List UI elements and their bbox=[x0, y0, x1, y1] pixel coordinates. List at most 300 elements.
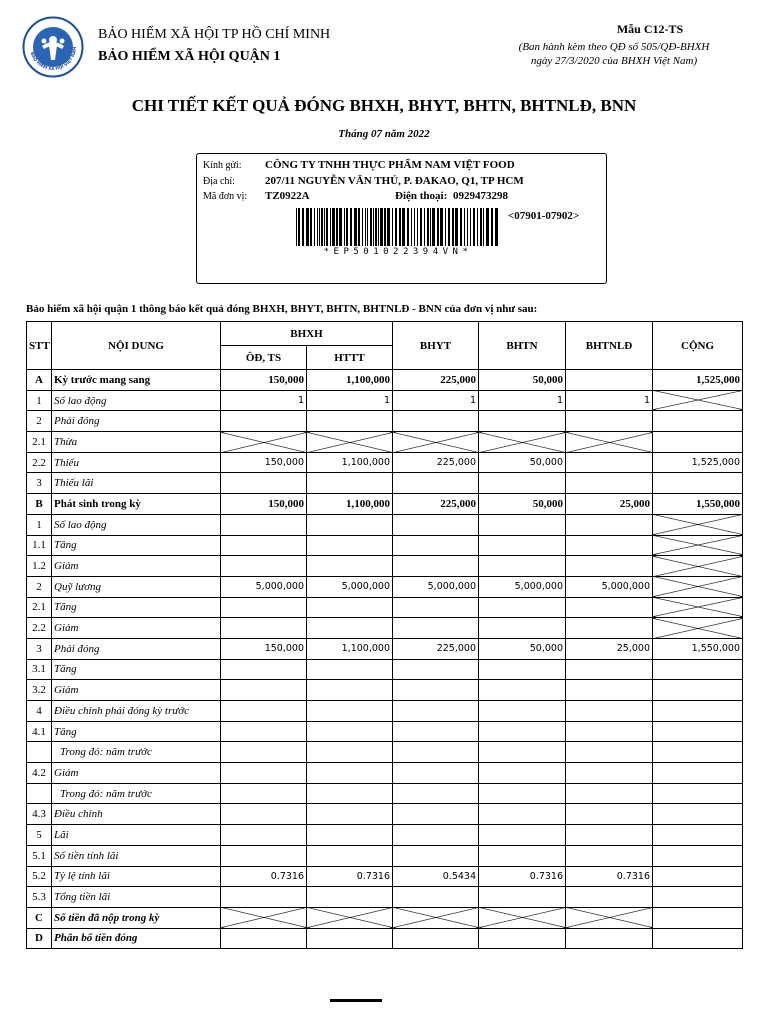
cell-od-ts bbox=[221, 618, 307, 639]
cell-bhtn bbox=[479, 535, 566, 556]
barcode-bar bbox=[336, 208, 338, 246]
cell-bhtn bbox=[479, 783, 566, 804]
cell-bhtnld: 1 bbox=[566, 390, 653, 411]
table-row bbox=[27, 928, 743, 949]
header-total: CỘNG bbox=[653, 322, 743, 370]
range-code: <07901-07902> bbox=[508, 210, 580, 222]
barcode-bar bbox=[365, 208, 366, 246]
cell-bhtnld bbox=[566, 597, 653, 618]
cell-httt bbox=[307, 701, 393, 722]
cell-httt bbox=[307, 411, 393, 432]
cell-bhtn bbox=[479, 411, 566, 432]
row-stt bbox=[27, 742, 52, 763]
cell-bhtn bbox=[479, 680, 566, 701]
cell-bhtn bbox=[479, 887, 566, 908]
row-label: Giảm bbox=[52, 556, 221, 577]
header-stt: STT bbox=[27, 322, 52, 370]
cell-od-ts bbox=[221, 928, 307, 949]
cell-od-ts bbox=[221, 659, 307, 680]
cell-bhtnld bbox=[566, 825, 653, 846]
cell-bhtnld: 25,000 bbox=[566, 638, 653, 659]
barcode-bar bbox=[375, 208, 377, 246]
row-stt bbox=[27, 783, 52, 804]
cell-bhyt bbox=[393, 701, 479, 722]
barcode-bar bbox=[373, 208, 374, 246]
header-bhtnld: BHTNLĐ bbox=[566, 322, 653, 370]
cell-bhyt bbox=[393, 783, 479, 804]
row-stt: 3 bbox=[27, 473, 52, 494]
cell-bhyt bbox=[393, 473, 479, 494]
form-note-line-1: (Ban hành kèm theo QĐ số 505/QĐ-BHXH bbox=[518, 41, 710, 53]
cell-total bbox=[653, 907, 743, 928]
table-row bbox=[27, 390, 743, 411]
cell-od-ts bbox=[221, 473, 307, 494]
cell-total bbox=[653, 473, 743, 494]
barcode-bar bbox=[354, 208, 357, 246]
cell-od-ts bbox=[221, 825, 307, 846]
row-label: Phân bổ tiền đóng bbox=[52, 928, 221, 949]
cell-bhyt bbox=[393, 597, 479, 618]
barcode-bar bbox=[437, 208, 439, 246]
org-line-2: BẢO HIỂM XÃ HỘI QUẬN 1 bbox=[98, 49, 281, 64]
cell-bhtn bbox=[479, 473, 566, 494]
cell-httt bbox=[307, 556, 393, 577]
barcode-bar bbox=[306, 208, 309, 246]
barcode-bar bbox=[452, 208, 454, 246]
cell-bhtnld bbox=[566, 763, 653, 784]
cell-od-ts: 150,000 bbox=[221, 638, 307, 659]
row-label: Điều chỉnh phải đóng kỳ trước bbox=[52, 701, 221, 722]
cell-bhtnld bbox=[566, 473, 653, 494]
row-label: Giảm bbox=[52, 763, 221, 784]
cell-bhtn: 50,000 bbox=[479, 638, 566, 659]
barcode-bars bbox=[296, 208, 498, 246]
table-row bbox=[27, 701, 743, 722]
barcode-bar bbox=[321, 208, 323, 246]
cell-od-ts bbox=[221, 556, 307, 577]
barcode-bar bbox=[477, 208, 478, 246]
cell-bhyt: 1 bbox=[393, 390, 479, 411]
row-label: Điều chỉnh bbox=[52, 804, 221, 825]
crossed-cell bbox=[479, 432, 566, 453]
row-stt: 1 bbox=[27, 390, 52, 411]
cell-bhtn bbox=[479, 928, 566, 949]
cell-bhtn: 0.7316 bbox=[479, 866, 566, 887]
cell-od-ts: 0.7316 bbox=[221, 866, 307, 887]
cell-httt bbox=[307, 618, 393, 639]
cell-bhyt: 225,000 bbox=[393, 452, 479, 473]
row-stt: D bbox=[27, 928, 52, 949]
barcode-bar bbox=[326, 208, 328, 246]
barcode-bar bbox=[430, 208, 431, 246]
row-stt: 4.2 bbox=[27, 763, 52, 784]
crossed-cell bbox=[393, 907, 479, 928]
barcode-bar bbox=[317, 208, 318, 246]
row-stt: 4 bbox=[27, 701, 52, 722]
row-label: Tăng bbox=[52, 597, 221, 618]
cell-total bbox=[653, 432, 743, 453]
row-label: Phải đóng bbox=[52, 411, 221, 432]
cell-bhtnld: 5,000,000 bbox=[566, 576, 653, 597]
cell-total bbox=[653, 825, 743, 846]
barcode-bar bbox=[344, 208, 345, 246]
cell-total bbox=[653, 845, 743, 866]
crossed-cell bbox=[653, 618, 743, 639]
cell-httt bbox=[307, 535, 393, 556]
cell-od-ts bbox=[221, 845, 307, 866]
cell-total bbox=[653, 783, 743, 804]
barcode-bar bbox=[332, 208, 335, 246]
cell-httt bbox=[307, 742, 393, 763]
barcode-bar bbox=[330, 208, 331, 246]
row-stt: 1.1 bbox=[27, 535, 52, 556]
barcode-bar bbox=[296, 208, 297, 246]
cell-bhtn bbox=[479, 701, 566, 722]
cell-bhyt: 5,000,000 bbox=[393, 576, 479, 597]
cell-httt: 1 bbox=[307, 390, 393, 411]
barcode-bar bbox=[467, 208, 468, 246]
cell-bhtnld bbox=[566, 411, 653, 432]
row-stt: 3 bbox=[27, 638, 52, 659]
cell-httt bbox=[307, 473, 393, 494]
barcode-bar bbox=[395, 208, 397, 246]
row-stt: 5 bbox=[27, 825, 52, 846]
cell-bhtnld bbox=[566, 783, 653, 804]
header-bhxh: BHXH bbox=[221, 322, 393, 346]
cell-od-ts: 150,000 bbox=[221, 370, 307, 391]
row-label: Số tiền tính lãi bbox=[52, 845, 221, 866]
barcode-bar bbox=[302, 208, 304, 246]
phone-label: Điện thoại: bbox=[395, 190, 448, 202]
table-row bbox=[27, 659, 743, 680]
table-row bbox=[27, 597, 743, 618]
cell-bhyt: 225,000 bbox=[393, 638, 479, 659]
cell-httt bbox=[307, 783, 393, 804]
barcode-bar bbox=[440, 208, 443, 246]
cell-od-ts bbox=[221, 411, 307, 432]
row-label: Kỳ trước mang sang bbox=[52, 370, 221, 391]
row-label: Tăng bbox=[52, 721, 221, 742]
cell-bhtnld bbox=[566, 535, 653, 556]
barcode-bar bbox=[367, 208, 368, 246]
table-row bbox=[27, 535, 743, 556]
barcode-bar bbox=[417, 208, 418, 246]
cell-httt bbox=[307, 804, 393, 825]
header-od-ts: ÔĐ, TS bbox=[221, 346, 307, 370]
barcode-bar bbox=[470, 208, 471, 246]
cell-bhyt bbox=[393, 411, 479, 432]
row-label: Giảm bbox=[52, 680, 221, 701]
cell-od-ts bbox=[221, 535, 307, 556]
cell-bhyt bbox=[393, 659, 479, 680]
row-stt: 2.1 bbox=[27, 432, 52, 453]
table-row bbox=[27, 866, 743, 887]
row-label: Số tiền đã nộp trong kỳ bbox=[52, 907, 221, 928]
cell-od-ts: 150,000 bbox=[221, 494, 307, 515]
table-row bbox=[27, 845, 743, 866]
barcode-bar bbox=[319, 208, 320, 246]
barcode-bar bbox=[358, 208, 360, 246]
cell-bhtn bbox=[479, 742, 566, 763]
barcode-bar bbox=[387, 208, 390, 246]
result-table bbox=[26, 321, 743, 949]
barcode-text: *EP501022394VN* bbox=[323, 247, 473, 257]
cell-bhtn bbox=[479, 514, 566, 535]
page-footer-bar bbox=[330, 999, 382, 1002]
table-row bbox=[27, 618, 743, 639]
crossed-cell bbox=[653, 514, 743, 535]
row-stt: 4.1 bbox=[27, 721, 52, 742]
cell-od-ts bbox=[221, 887, 307, 908]
cell-od-ts bbox=[221, 783, 307, 804]
cell-bhtn bbox=[479, 825, 566, 846]
table-row bbox=[27, 721, 743, 742]
org-line-1: BẢO HIỂM XÃ HỘI TP HỒ CHÍ MINH bbox=[98, 27, 331, 42]
barcode-bar bbox=[445, 208, 446, 246]
barcode-bar bbox=[399, 208, 401, 246]
document-title: CHI TIẾT KẾT QUẢ ĐÓNG BHXH, BHYT, BHTN, BHTNLĐ, BNN bbox=[131, 96, 637, 115]
cell-bhtnld bbox=[566, 887, 653, 908]
barcode-bar bbox=[464, 208, 465, 246]
barcode-bar bbox=[324, 208, 325, 246]
barcode-bar bbox=[424, 208, 425, 246]
cell-bhtnld bbox=[566, 556, 653, 577]
row-stt: 3.2 bbox=[27, 680, 52, 701]
cell-total bbox=[653, 742, 743, 763]
cell-bhtnld: 25,000 bbox=[566, 494, 653, 515]
cell-bhyt bbox=[393, 618, 479, 639]
crossed-cell bbox=[393, 432, 479, 453]
crossed-cell bbox=[653, 576, 743, 597]
crossed-cell bbox=[221, 432, 307, 453]
cell-total bbox=[653, 701, 743, 722]
row-label: Thiếu lãi bbox=[52, 473, 221, 494]
crossed-cell bbox=[566, 907, 653, 928]
cell-bhtnld bbox=[566, 680, 653, 701]
cell-httt bbox=[307, 845, 393, 866]
unit-code-label: Mã đơn vị: bbox=[203, 191, 248, 202]
cell-httt: 1,100,000 bbox=[307, 638, 393, 659]
cell-bhtn: 50,000 bbox=[479, 370, 566, 391]
cell-total bbox=[653, 887, 743, 908]
cell-bhyt bbox=[393, 535, 479, 556]
form-note-line-2: ngày 27/3/2020 của BHXH Việt Nam) bbox=[530, 55, 698, 67]
row-stt: 5.1 bbox=[27, 845, 52, 866]
table-row bbox=[27, 556, 743, 577]
phone-value: 0929473298 bbox=[453, 190, 508, 202]
row-label: Trong đó: năm trước bbox=[52, 783, 221, 804]
cell-bhyt bbox=[393, 514, 479, 535]
cell-bhtnld bbox=[566, 452, 653, 473]
row-label: Quỹ lương bbox=[52, 576, 221, 597]
cell-total bbox=[653, 866, 743, 887]
row-stt: 2 bbox=[27, 411, 52, 432]
cell-bhyt: 225,000 bbox=[393, 370, 479, 391]
table-row bbox=[27, 576, 743, 597]
barcode-bar bbox=[483, 208, 484, 246]
cell-total bbox=[653, 763, 743, 784]
cell-total bbox=[653, 411, 743, 432]
barcode-bar bbox=[455, 208, 458, 246]
cell-od-ts bbox=[221, 721, 307, 742]
row-label: Phát sinh trong kỳ bbox=[52, 494, 221, 515]
row-stt: 3.1 bbox=[27, 659, 52, 680]
intro-text: Bảo hiểm xã hội quận 1 thông báo kết quả đóng BHXH, BHYT, BHTN, BHTNLĐ - BNN của đơn vị như sau: bbox=[26, 303, 538, 315]
cell-bhtn: 1 bbox=[479, 390, 566, 411]
row-label: Thừa bbox=[52, 432, 221, 453]
cell-total: 1,525,000 bbox=[653, 370, 743, 391]
cell-bhtn bbox=[479, 721, 566, 742]
barcode-bar bbox=[350, 208, 352, 246]
address-value: 207/11 NGUYỄN VĂN THỦ, P. ĐAKAO, Q1, TP HCM bbox=[265, 175, 524, 187]
cell-bhyt bbox=[393, 845, 479, 866]
barcode-bar bbox=[380, 208, 383, 246]
row-stt: 2.2 bbox=[27, 618, 52, 639]
cell-total bbox=[653, 804, 743, 825]
unit-code-value: TZ0922A bbox=[265, 190, 310, 202]
crossed-cell bbox=[653, 556, 743, 577]
cell-httt bbox=[307, 514, 393, 535]
cell-httt bbox=[307, 887, 393, 908]
to-value: CÔNG TY TNHH THỰC PHẨM NAM VIỆT FOOD bbox=[265, 159, 515, 171]
barcode-bar bbox=[495, 208, 498, 246]
cell-total: 1,525,000 bbox=[653, 452, 743, 473]
cell-bhtnld bbox=[566, 701, 653, 722]
row-stt: 1.2 bbox=[27, 556, 52, 577]
barcode-bar bbox=[420, 208, 422, 246]
cell-bhtnld bbox=[566, 928, 653, 949]
row-stt: 2.1 bbox=[27, 597, 52, 618]
cell-bhtnld bbox=[566, 618, 653, 639]
row-stt: 2.2 bbox=[27, 452, 52, 473]
cell-bhyt bbox=[393, 680, 479, 701]
cell-total bbox=[653, 680, 743, 701]
table-row bbox=[27, 432, 743, 453]
barcode-bar bbox=[427, 208, 429, 246]
barcode-bar bbox=[480, 208, 482, 246]
cell-od-ts bbox=[221, 597, 307, 618]
cell-httt bbox=[307, 825, 393, 846]
header-httt: HTTT bbox=[307, 346, 393, 370]
cell-bhtn bbox=[479, 618, 566, 639]
barcode-bar bbox=[339, 208, 342, 246]
cell-bhtnld bbox=[566, 845, 653, 866]
crossed-cell bbox=[307, 907, 393, 928]
document-period: Tháng 07 năm 2022 bbox=[338, 128, 430, 140]
row-label: Giảm bbox=[52, 618, 221, 639]
barcode-bar bbox=[473, 208, 475, 246]
barcode-bar bbox=[402, 208, 405, 246]
row-label: Lãi bbox=[52, 825, 221, 846]
cell-bhyt bbox=[393, 804, 479, 825]
cell-httt: 1,100,000 bbox=[307, 452, 393, 473]
cell-bhtn: 50,000 bbox=[479, 452, 566, 473]
cell-bhyt: 0.5434 bbox=[393, 866, 479, 887]
cell-httt: 1,100,000 bbox=[307, 494, 393, 515]
cell-bhyt bbox=[393, 887, 479, 908]
barcode-bar bbox=[314, 208, 315, 246]
cell-httt: 1,100,000 bbox=[307, 370, 393, 391]
barcode bbox=[294, 208, 502, 248]
crossed-cell bbox=[566, 432, 653, 453]
row-stt: B bbox=[27, 494, 52, 515]
cell-bhtn bbox=[479, 597, 566, 618]
cell-bhtnld bbox=[566, 721, 653, 742]
header-bhtn: BHTN bbox=[479, 322, 566, 370]
crossed-cell bbox=[307, 432, 393, 453]
barcode-bar bbox=[414, 208, 415, 246]
table-row bbox=[27, 452, 743, 473]
cell-bhyt bbox=[393, 742, 479, 763]
crossed-cell bbox=[479, 907, 566, 928]
row-stt: A bbox=[27, 370, 52, 391]
crossed-cell bbox=[653, 597, 743, 618]
svg-text:BẢO HIỂM XÃ HỘI VIỆT NAM: BẢO HIỂM XÃ HỘI VIỆT NAM bbox=[29, 46, 78, 72]
barcode-bar bbox=[346, 208, 348, 246]
cell-total: 1,550,000 bbox=[653, 638, 743, 659]
row-label: Số lao động bbox=[52, 514, 221, 535]
cell-httt bbox=[307, 763, 393, 784]
table-row bbox=[27, 742, 743, 763]
cell-httt: 5,000,000 bbox=[307, 576, 393, 597]
cell-total: 1,550,000 bbox=[653, 494, 743, 515]
cell-bhtnld bbox=[566, 370, 653, 391]
form-note bbox=[484, 40, 744, 68]
row-stt: C bbox=[27, 907, 52, 928]
row-stt: 2 bbox=[27, 576, 52, 597]
crossed-cell bbox=[653, 535, 743, 556]
table-row bbox=[27, 514, 743, 535]
row-stt: 5.3 bbox=[27, 887, 52, 908]
cell-od-ts bbox=[221, 680, 307, 701]
address-label: Địa chỉ: bbox=[203, 176, 235, 187]
cell-bhyt bbox=[393, 825, 479, 846]
row-label: Thiếu bbox=[52, 452, 221, 473]
barcode-bar bbox=[411, 208, 412, 246]
table-row bbox=[27, 473, 743, 494]
cell-bhtnld bbox=[566, 659, 653, 680]
cell-total bbox=[653, 928, 743, 949]
table-row bbox=[27, 411, 743, 432]
table-row bbox=[27, 680, 743, 701]
row-stt: 5.2 bbox=[27, 866, 52, 887]
cell-od-ts bbox=[221, 804, 307, 825]
cell-total bbox=[653, 721, 743, 742]
cell-total bbox=[653, 659, 743, 680]
barcode-bar bbox=[460, 208, 462, 246]
form-code: Mẫu C12-TS bbox=[616, 22, 684, 36]
cell-httt bbox=[307, 721, 393, 742]
table-row bbox=[27, 763, 743, 784]
crossed-cell bbox=[221, 907, 307, 928]
cell-bhyt: 225,000 bbox=[393, 494, 479, 515]
table-row bbox=[27, 907, 743, 928]
row-label: Tăng bbox=[52, 659, 221, 680]
barcode-bar bbox=[298, 208, 300, 246]
crossed-cell bbox=[653, 390, 743, 411]
cell-bhtnld bbox=[566, 742, 653, 763]
cell-httt bbox=[307, 680, 393, 701]
barcode-bar bbox=[392, 208, 393, 246]
row-label: Số lao động bbox=[52, 390, 221, 411]
barcode-bar bbox=[486, 208, 489, 246]
cell-bhtnld bbox=[566, 804, 653, 825]
table-row bbox=[27, 783, 743, 804]
cell-bhtn bbox=[479, 556, 566, 577]
barcode-bar bbox=[310, 208, 312, 246]
cell-bhyt bbox=[393, 721, 479, 742]
cell-od-ts bbox=[221, 742, 307, 763]
